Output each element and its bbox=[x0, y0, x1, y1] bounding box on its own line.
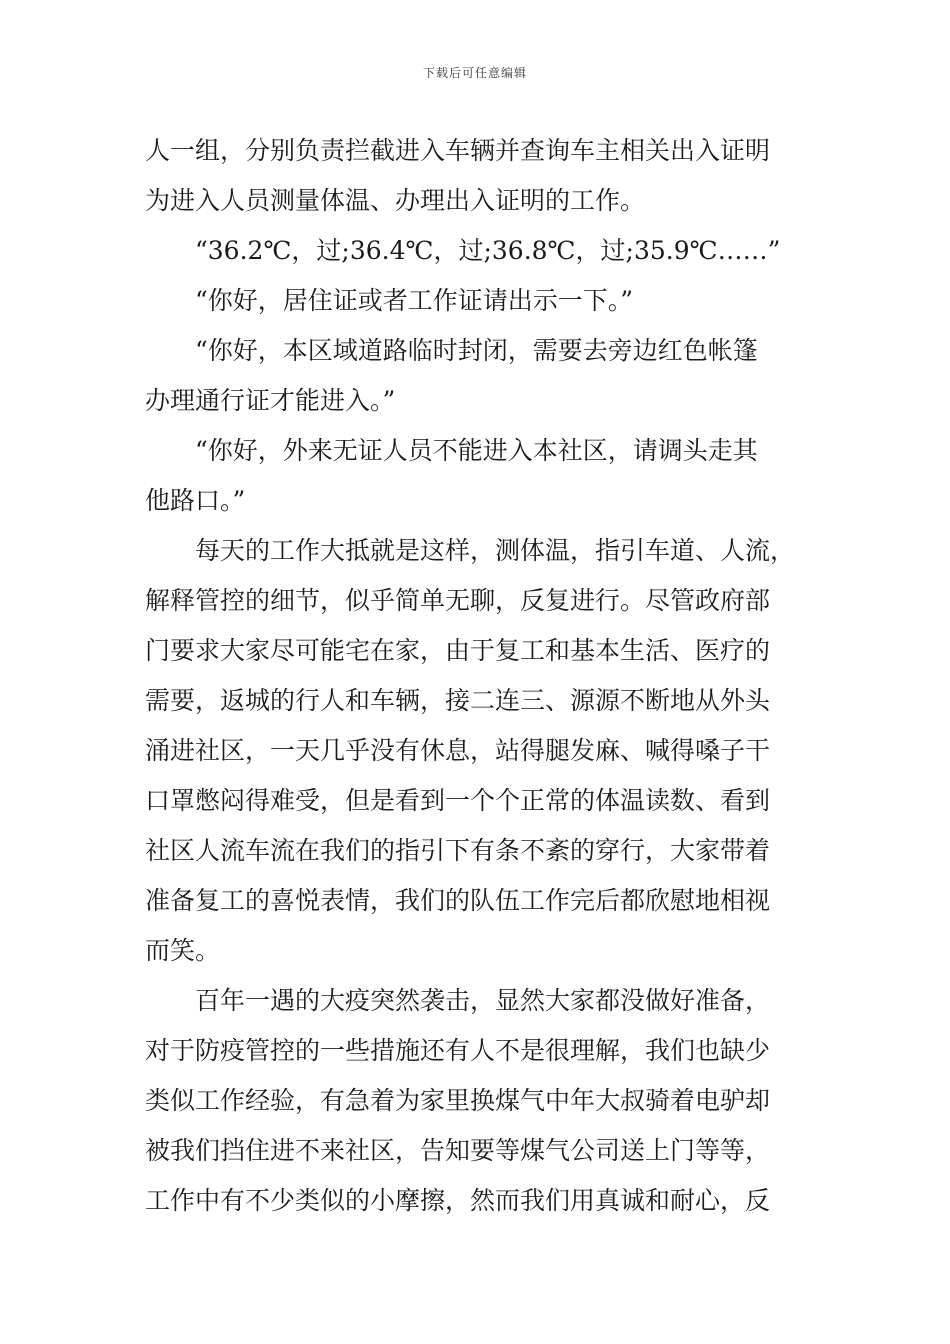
text-line: 准备复工的喜悦表情，我们的队伍工作完后都欣慰地相视 bbox=[145, 886, 771, 915]
text-line: 对于防疫管控的一些措施还有人不是很理解，我们也缺少 bbox=[145, 1036, 771, 1065]
page-header: 下载后可任意编辑 bbox=[422, 66, 527, 80]
text-line: 办理通行证才能进入。” bbox=[145, 386, 396, 415]
text-line: 需要，返城的行人和车辆，接二连三、源源不断地从外头 bbox=[145, 686, 771, 715]
text-line: 百年一遇的大疫突然袭击，显然大家都没做好准备， bbox=[195, 986, 771, 1015]
text-line: 解释管控的细节，似乎简单无聊，反复进行。尽管政府部 bbox=[145, 586, 771, 615]
text-line: “36.2℃，过;36.4℃，过;36.8℃，过;35.9℃……” bbox=[195, 236, 781, 265]
text-line: 他路口。” bbox=[145, 486, 246, 515]
text-line: 口罩憋闷得难受，但是看到一个个正常的体温读数、看到 bbox=[145, 786, 771, 815]
text-line: “你好，外来无证人员不能进入本社区，请调头走其 bbox=[195, 436, 758, 465]
text-line: 人一组，分别负责拦截进入车辆并查询车主相关出入证明 bbox=[145, 136, 771, 165]
text-line: 涌进社区，一天几乎没有休息，站得腿发麻、喊得嗓子干 bbox=[145, 736, 771, 765]
text-line: 类似工作经验，有急着为家里换煤气中年大叔骑着电驴却 bbox=[145, 1086, 771, 1115]
document-body bbox=[145, 126, 810, 1226]
text-line: 每天的工作大抵就是这样，测体温，指引车道、人流， bbox=[195, 536, 796, 565]
text-line: “你好，本区域道路临时封闭，需要去旁边红色帐篷 bbox=[195, 336, 758, 365]
text-line: 社区人流车流在我们的指引下有条不紊的穿行，大家带着 bbox=[145, 836, 771, 865]
text-line: “你好，居住证或者工作证请出示一下。” bbox=[195, 286, 634, 315]
text-line: 门要求大家尽可能宅在家，由于复工和基本生活、医疗的 bbox=[145, 636, 771, 665]
text-line: 而笑。 bbox=[145, 936, 221, 965]
text-line: 被我们挡住进不来社区，告知要等煤气公司送上门等等， bbox=[145, 1136, 771, 1165]
text-line: 工作中有不少类似的小摩擦，然而我们用真诚和耐心，反 bbox=[145, 1186, 771, 1215]
text-line: 为进入人员测量体温、办理出入证明的工作。 bbox=[145, 186, 646, 215]
